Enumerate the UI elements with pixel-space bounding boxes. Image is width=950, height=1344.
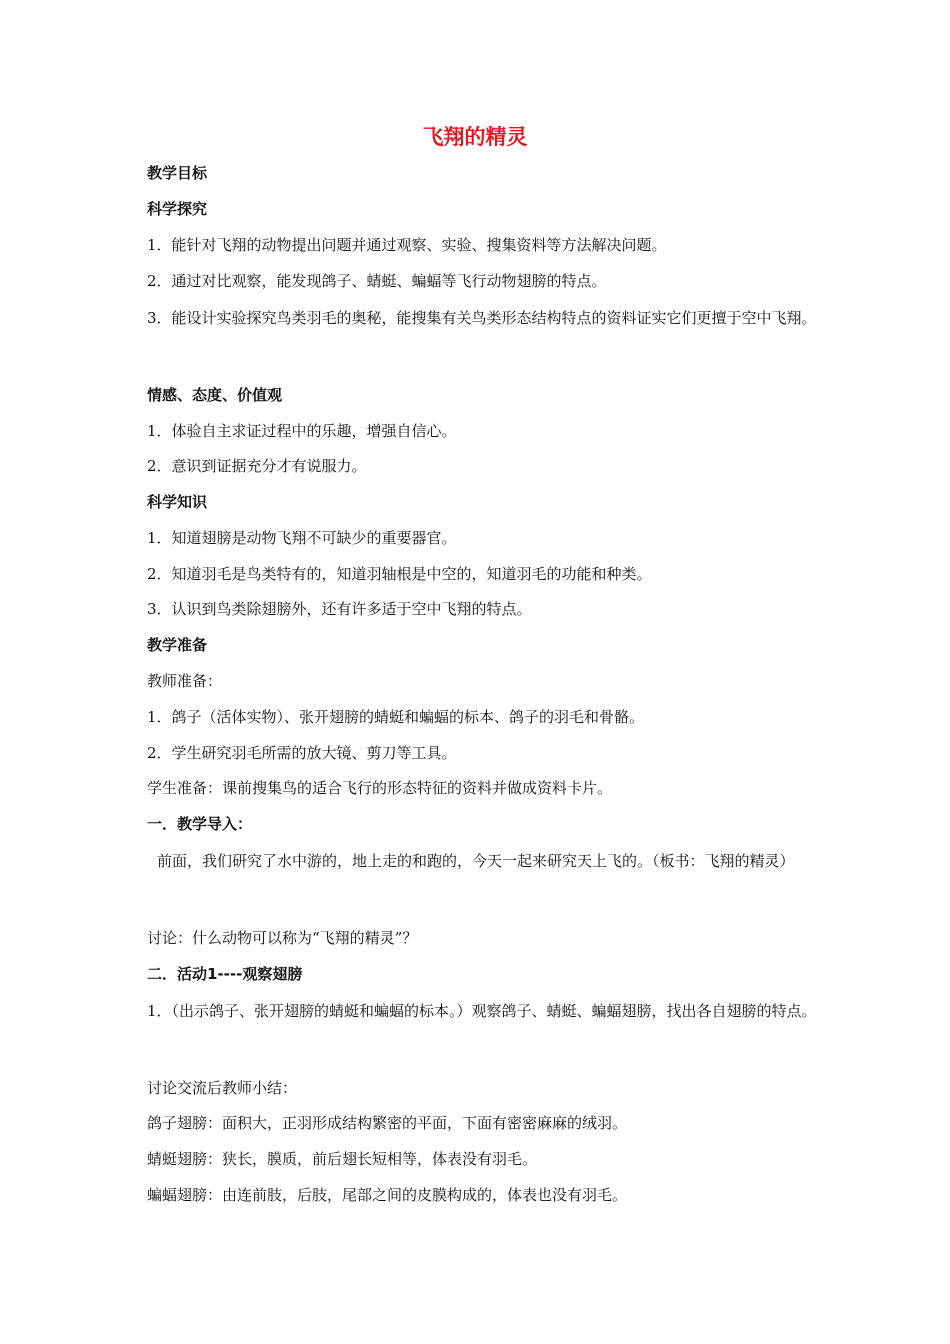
paragraph: 蜻蜓翅膀：狭长，膜质，前后翅长短相等，体表没有羽毛。 xyxy=(147,1150,538,1168)
heading-introduction: 一．教学导入： xyxy=(147,815,253,833)
paragraph: 1．（出示鸽子、张开翅膀的蜻蜓和蝙蝠的标本。）观察鸽子、蜻蜓、蝙蝠翅膀，找出各自翅膀的特点。 xyxy=(147,1002,817,1020)
paragraph: 蝙蝠翅膀：由连前肢，后肢，尾部之间的皮膜构成的，体表也没有羽毛。 xyxy=(147,1186,628,1204)
paragraph: 3．认识到鸟类除翅膀外，还有许多适于空中飞翔的特点。 xyxy=(147,600,532,618)
paragraph: 1．鸽子（活体实物）、张开翅膀的蜻蜓和蝙蝠的标本、鸽子的羽毛和骨骼。 xyxy=(147,708,645,726)
paragraph: 讨论：什么动物可以称为“飞翔的精灵”？ xyxy=(147,929,418,947)
paragraph: 1．知道翅膀是动物飞翔不可缺少的重要器官。 xyxy=(147,529,457,547)
heading-teaching-preparation: 教学准备 xyxy=(147,636,208,654)
heading-science-knowledge: 科学知识 xyxy=(147,493,208,511)
paragraph: 2．知道羽毛是鸟类特有的，知道羽轴根是中空的，知道羽毛的功能和种类。 xyxy=(147,565,652,583)
paragraph: 2．学生研究羽毛所需的放大镜、剪刀等工具。 xyxy=(147,744,457,762)
paragraph: 教师准备： xyxy=(147,672,223,690)
heading-science-inquiry: 科学探究 xyxy=(147,200,208,218)
paragraph: 1．能针对飞翔的动物提出问题并通过观察、实验、搜集资料等方法解决问题。 xyxy=(147,236,667,254)
paragraph: 2．意识到证据充分才有说服力。 xyxy=(147,457,367,475)
paragraph: 学生准备：课前搜集鸟的适合飞行的形态特征的资料并做成资料卡片。 xyxy=(147,779,613,797)
paragraph: 前面，我们研究了水中游的，地上走的和跑的，今天一起来研究天上飞的。（板书：飞翔的精灵） xyxy=(157,852,795,870)
paragraph: 2．通过对比观察，能发现鸽子、蜻蜓、蝙蝠等飞行动物翅膀的特点。 xyxy=(147,272,607,290)
heading-teaching-goals: 教学目标 xyxy=(147,164,208,182)
paragraph: 3．能设计实验探究鸟类羽毛的奥秘，能搜集有关鸟类形态结构特点的资料证实它们更擅于空中飞翔。 xyxy=(147,309,817,327)
paragraph: 讨论交流后教师小结： xyxy=(147,1079,298,1097)
document-title: 飞翔的精灵 xyxy=(422,125,528,149)
paragraph: 1．体验自主求证过程中的乐趣，增强自信心。 xyxy=(147,422,457,440)
heading-attitudes: 情感、态度、价值观 xyxy=(147,386,283,404)
heading-activity-1: 二．活动1----观察翅膀 xyxy=(147,965,303,983)
paragraph: 鸽子翅膀：面积大，正羽形成结构繁密的平面，下面有密密麻麻的绒羽。 xyxy=(147,1114,628,1132)
